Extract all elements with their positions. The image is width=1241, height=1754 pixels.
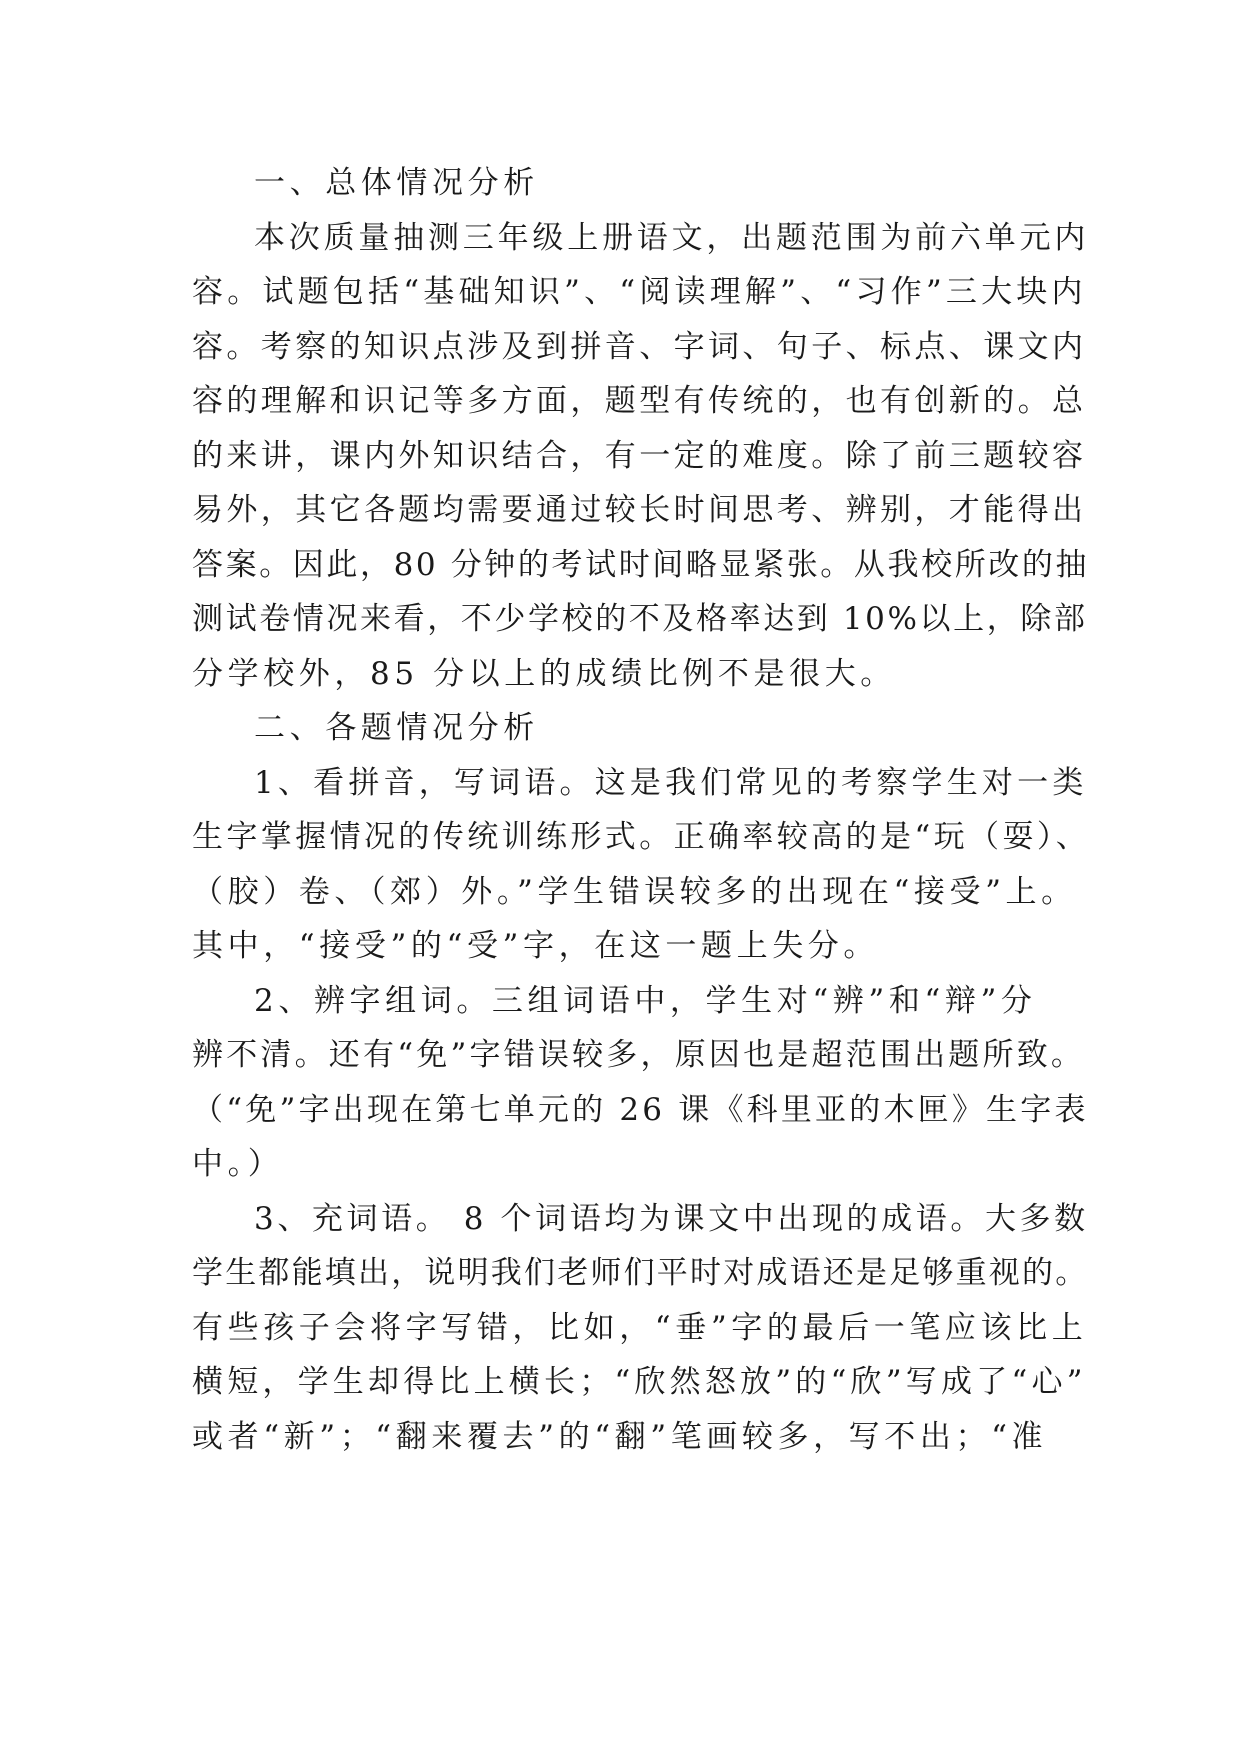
paragraph-line: 其中，“接受”的“受”字，在这一题上失分。 <box>192 928 879 964</box>
paragraph-line: 中。） <box>192 1146 284 1182</box>
paragraph-line: 本次质量抽测三年级上册语文，出题范围为前六单元内 <box>254 220 1090 256</box>
paragraph-line: 容。考察的知识点涉及到拼音、字词、句子、标点、课文内 <box>192 329 1087 365</box>
paragraph-line: 有些孩子会将字写错，比如，“垂”字的最后一笔应该比上 <box>192 1310 1088 1346</box>
paragraph-line: 容。试题包括“基础知识”、“阅读理解”、“习作”三大块内 <box>192 274 1087 310</box>
paragraph-line: 测试卷情况来看，不少学校的不及格率达到 10%以上，除部 <box>192 601 1088 637</box>
paragraph-line: 3、充词语。 8 个词语均为课文中出现的成语。大多数 <box>254 1201 1089 1237</box>
paragraph-line: 分学校外，85 分以上的成绩比例不是很大。 <box>192 656 896 692</box>
section-heading-overall: 一、总体情况分析 <box>254 165 539 201</box>
paragraph-line: 1、看拼音，写词语。这是我们常见的考察学生对一类 <box>254 765 1088 801</box>
paragraph-line: 学生都能填出，说明我们老师们平时对成语还是足够重视的。 <box>192 1255 1089 1291</box>
paragraph-line: 易外，其它各题均需要通过较长时间思考、辨别，才能得出 <box>192 492 1087 528</box>
section-heading-items: 二、各题情况分析 <box>254 710 539 746</box>
paragraph-line: （胶）卷、（郊）外。”学生错误较多的出现在“接受”上。 <box>192 874 1077 910</box>
paragraph-line: 横短，学生却得比上横长；“欣然怒放”的“欣”写成了“心” <box>192 1364 1087 1400</box>
paragraph-line: 2、辨字组词。三组词语中，学生对“辨”和“辩”分 <box>254 983 1037 1019</box>
paragraph-line: 生字掌握情况的传统训练形式。正确率较高的是“玩（耍）、 <box>192 819 1091 855</box>
paragraph-line: 的来讲，课内外知识结合，有一定的难度。除了前三题较容 <box>192 438 1087 474</box>
paragraph-line: 辨不清。还有“免”字错误较多，原因也是超范围出题所致。 <box>192 1037 1086 1073</box>
paragraph-line: 或者“新”；“翻来覆去”的“翻”笔画较多，写不出；“准 <box>192 1419 1048 1455</box>
paragraph-line: 容的理解和识记等多方面，题型有传统的，也有创新的。总 <box>192 383 1087 419</box>
paragraph-line: 答案。因此，80 分钟的考试时间略显紧张。从我校所改的抽 <box>192 547 1090 583</box>
paragraph-line: （“免”字出现在第七单元的 26 课《科里亚的木匣》生字表 <box>192 1092 1089 1128</box>
